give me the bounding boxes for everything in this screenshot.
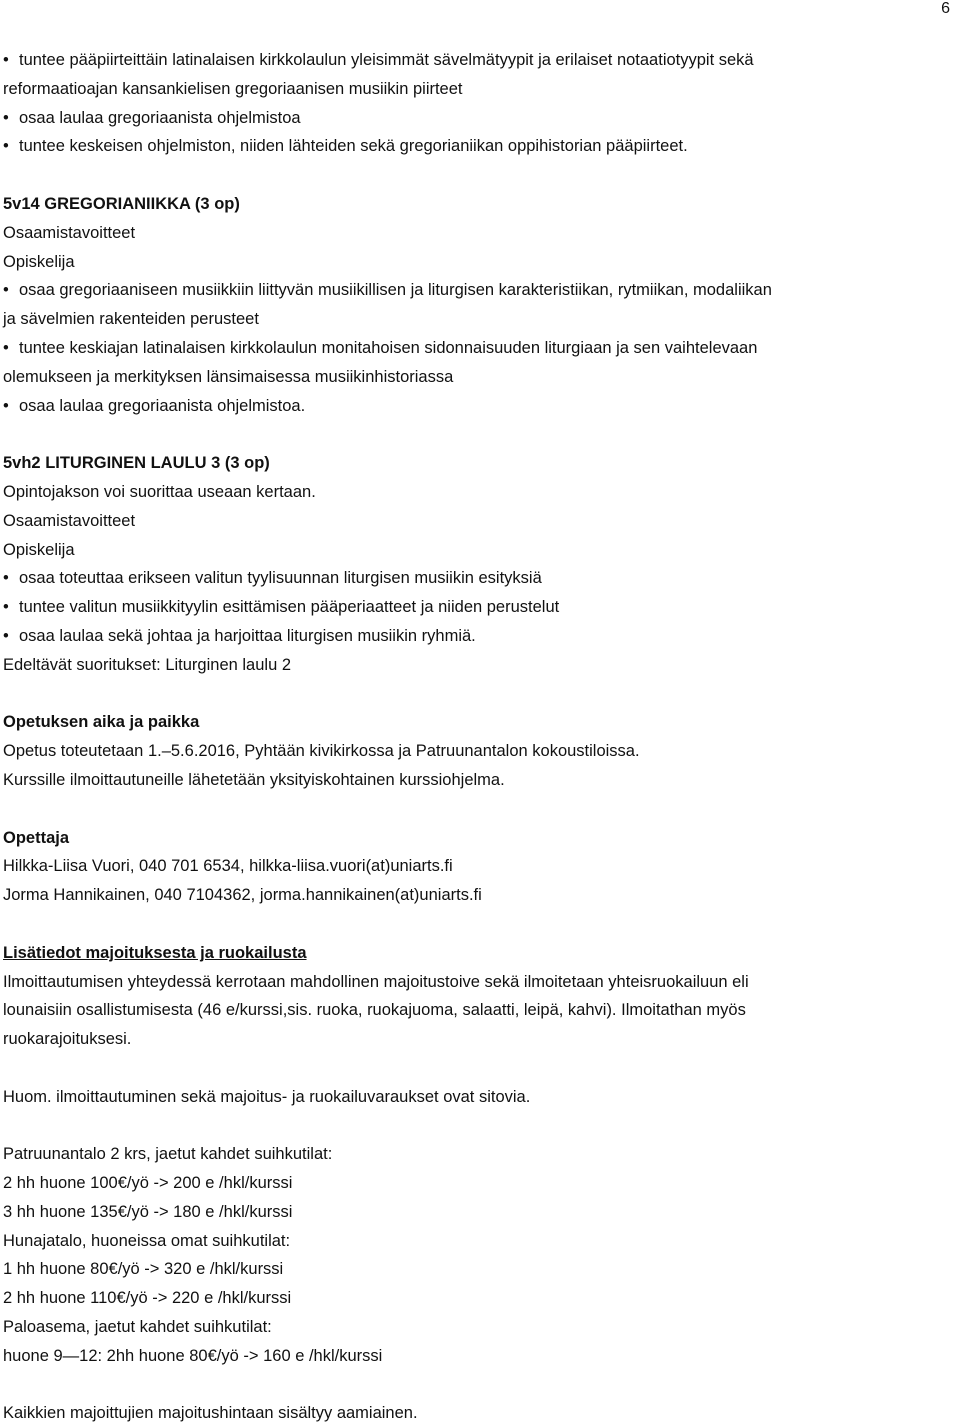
price-line: huone 9—12: 2hh huone 80€/yö -> 160 e /hkl/kurssi — [3, 1346, 383, 1365]
price-line: Patruunantalo 2 krs, jaetut kahdet suihkutilat: — [3, 1145, 333, 1164]
teacher-contact: Jorma Hannikainen, 040 7104362, jorma.hannikainen(at)uniarts.fi — [3, 886, 482, 905]
outcome-bullet: • tuntee valitun musiikkityylin esittämisen pääperiaatteet ja niiden perustelut — [3, 593, 951, 622]
breakfast-note: Kaikkien majoittujien majoitushintaan sisältyy aamiainen. — [3, 1404, 418, 1423]
accommodation-text: lounaisiin osallistumisesta (46 e/kurssi,sis. ruoka, ruokajuoma, salaatti, leipä, kahvi). Ilmoitathan myös — [3, 1001, 746, 1020]
accommodation-text: ruokarajoituksesi. — [3, 1030, 132, 1049]
teacher-heading: Opettaja — [3, 828, 70, 847]
outcome-bullet-continuation: ja sävelmien rakenteiden perusteet — [3, 310, 259, 329]
price-line: Paloasema, jaetut kahdet suihkutilat: — [3, 1318, 272, 1337]
binding-note: Huom. ilmoittautuminen sekä majoitus- ja ruokailuvaraukset ovat sitovia. — [3, 1087, 531, 1106]
intro-bullet-continuation: reformaatioajan kansankielisen gregoriaanisen musiikin piirteet — [3, 79, 463, 98]
time-place-line: Kurssille ilmoittautuneille lähetetään yksityiskohtainen kurssiohjelma. — [3, 770, 505, 789]
outcomes-label: Osaamistavoitteet — [3, 511, 136, 530]
outcomes-label: Osaamistavoitteet — [3, 223, 136, 242]
price-line: 2 hh huone 100€/yö -> 200 e /hkl/kurssi — [3, 1174, 293, 1193]
prerequisites: Edeltävät suoritukset: Liturginen laulu 2 — [3, 655, 292, 674]
outcome-bullet: • osaa laulaa gregoriaanista ohjelmistoa. — [3, 392, 951, 421]
price-line: 1 hh huone 80€/yö -> 320 e /hkl/kurssi — [3, 1260, 284, 1279]
student-label: Opiskelija — [3, 252, 75, 271]
outcome-bullet: • osaa gregoriaaniseen musiikkiin liittyvän musiikillisen ja liturgisen karakteristiikan, rytmiikan, modaliikan — [3, 276, 951, 305]
course-title-gregorianiikka: 5v14 GREGORIANIIKKA (3 op) — [3, 194, 240, 213]
intro-bullet: • osaa laulaa gregoriaanista ohjelmistoa — [3, 104, 951, 133]
outcome-bullet: • osaa laulaa sekä johtaa ja harjoittaa liturgisen musiikin ryhmiä. — [3, 622, 951, 651]
page-number: 6 — [941, 0, 950, 17]
course-title-liturginen-laulu: 5vh2 LITURGINEN LAULU 3 (3 op) — [3, 454, 270, 473]
student-label: Opiskelija — [3, 540, 75, 559]
intro-bullet: • tuntee keskeisen ohjelmiston, niiden lähteiden sekä gregorianiikan oppihistorian pääpiirteet. — [3, 132, 951, 161]
time-place-line: Opetus toteutetaan 1.–5.6.2016, Pyhtään kivikirkossa ja Patruunantalon kokoustiloissa. — [3, 742, 640, 761]
accommodation-heading: Lisätiedot majoituksesta ja ruokailusta — [3, 943, 307, 962]
outcome-bullet-continuation: olemukseen ja merkityksen länsimaisessa musiikinhistoriassa — [3, 367, 454, 386]
price-line: 2 hh huone 110€/yö -> 220 e /hkl/kurssi — [3, 1289, 292, 1308]
document-body — [3, 46, 951, 1428]
price-line: 3 hh huone 135€/yö -> 180 e /hkl/kurssi — [3, 1202, 293, 1221]
intro-bullet: • tuntee pääpiirteittäin latinalaisen kirkkolaulun yleisimmät sävelmätyypit ja erilaiset notaatiotyypit sekä — [3, 46, 951, 75]
teacher-contact: Hilkka-Liisa Vuori, 040 701 6534, hilkka-liisa.vuori(at)uniarts.fi — [3, 857, 453, 876]
price-line: Hunajatalo, huoneissa omat suihkutilat: — [3, 1231, 291, 1250]
outcome-bullet: • tuntee keskiajan latinalaisen kirkkolaulun monitahoisen sidonnaisuuden liturgiaan ja sen vaihtelevaan — [3, 334, 951, 363]
course-note: Opintojakson voi suorittaa useaan kertaan. — [3, 482, 316, 501]
outcome-bullet: • osaa toteuttaa erikseen valitun tyylisuunnan liturgisen musiikin esityksiä — [3, 564, 951, 593]
accommodation-text: Ilmoittautumisen yhteydessä kerrotaan mahdollinen majoitustoive sekä ilmoitetaan yhteisruokailuun eli — [3, 972, 749, 991]
time-place-heading: Opetuksen aika ja paikka — [3, 713, 200, 732]
